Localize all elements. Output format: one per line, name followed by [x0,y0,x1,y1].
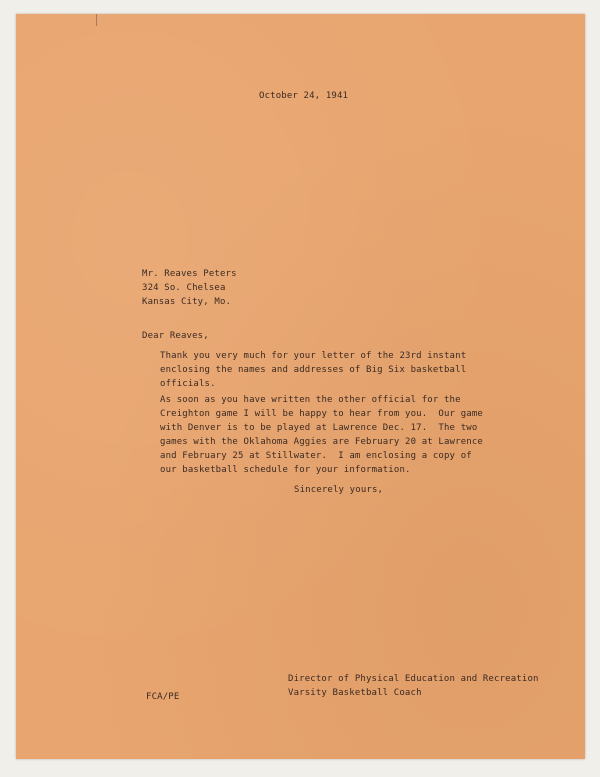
letter-page [16,14,585,759]
paragraph-1-line: Thank you very much for your letter of the 23rd instant [160,351,467,361]
paragraph-2-line: Creighton game I will be happy to hear from you. Our game [160,409,483,419]
paragraph-2-line: with Denver is to be played at Lawrence Dec. 17. The two [160,423,478,433]
paragraph-1-line: enclosing the names and addresses of Big Six basketball [160,365,467,375]
paragraph-2-line: and February 25 at Stillwater. I am enclosing a copy of [160,451,472,461]
paper-blemish [96,14,97,26]
recipient-city: Kansas City, Mo. [142,297,232,307]
signature-title: Varsity Basketball Coach [288,688,422,698]
paragraph-2-line: our basketball schedule for your information. [160,465,411,475]
signature-title: Director of Physical Education and Recreation [288,674,539,684]
recipient-name: Mr. Reaves Peters [142,269,237,279]
paragraph-2-line: As soon as you have written the other official for the [160,395,461,405]
letter-date: October 24, 1941 [259,91,349,101]
reference-initials: FCA/PE [146,692,180,702]
closing: Sincerely yours, [294,485,384,495]
paragraph-1-line: officials. [160,379,216,389]
recipient-street: 324 So. Chelsea [142,283,226,293]
salutation: Dear Reaves, [142,331,209,341]
paragraph-2-line: games with the Oklahoma Aggies are February 20 at Lawrence [160,437,483,447]
